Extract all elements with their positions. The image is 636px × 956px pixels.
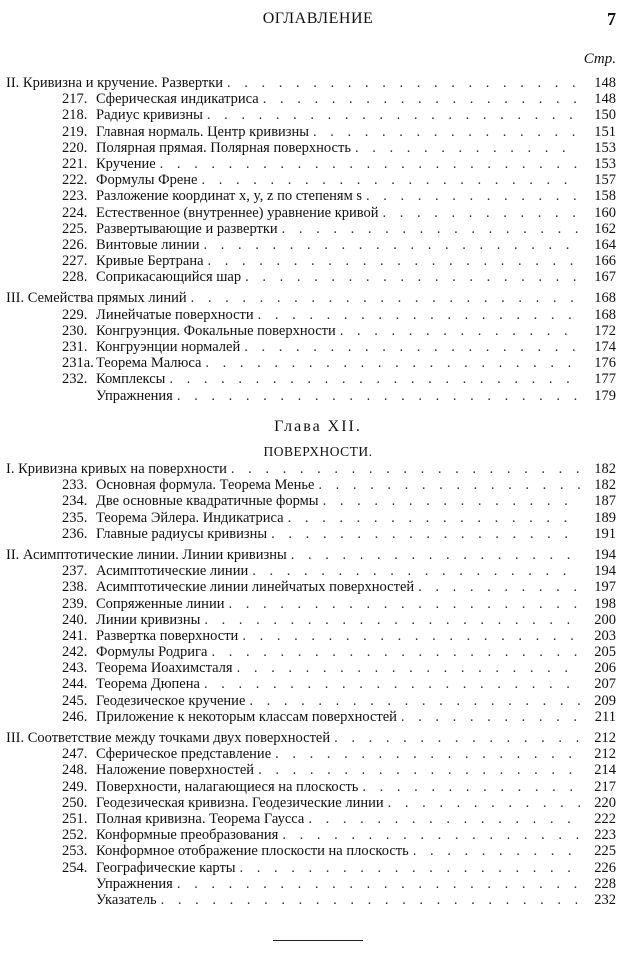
dot-leader (383, 205, 580, 221)
toc-entry-title: Радиус кривизны (96, 107, 203, 124)
page-column-header: Стр. (583, 51, 616, 67)
toc-part-2 (6, 456, 616, 908)
toc-entry-number: 238. (62, 579, 88, 596)
dot-leader (207, 107, 580, 123)
dot-leader (366, 188, 580, 204)
dot-leader (291, 547, 580, 563)
toc-entry (6, 693, 616, 709)
toc-entry-number: 217. (62, 91, 88, 108)
toc-entry-title: Главная нормаль. Центр кривизны (96, 123, 310, 140)
toc-page-number: 226 (594, 859, 616, 876)
dot-leader (313, 124, 580, 140)
dot-leader (275, 746, 580, 762)
toc-section (6, 290, 616, 306)
toc-entry (6, 860, 616, 876)
toc-entry-number: 245. (62, 692, 88, 709)
toc-page-number: 191 (594, 525, 616, 542)
toc-page-number: 157 (594, 172, 616, 189)
toc-entry (6, 269, 616, 285)
toc-page-number: 166 (594, 253, 616, 270)
dot-leader (308, 811, 580, 827)
dot-leader (160, 156, 580, 172)
page-title: ОГЛАВЛЕНИЕ (262, 10, 374, 27)
toc-entry-number: 249. (62, 778, 88, 795)
toc-page-number: 168 (594, 290, 616, 307)
toc-entry-title: Соприкасающийся шар (96, 269, 242, 286)
toc-page-number: 153 (594, 139, 616, 156)
dot-leader (258, 762, 580, 778)
toc-page-number: 148 (594, 75, 616, 91)
dot-leader (263, 91, 580, 107)
toc-entry (6, 579, 616, 595)
toc-entry (6, 596, 616, 612)
toc-section-title: III. Соответствие между точками двух поверхностей (6, 730, 331, 746)
dot-leader (252, 563, 580, 579)
toc-page-number: 164 (594, 236, 616, 253)
toc-entry-title: Упражнения (96, 875, 173, 892)
toc-entry-number: 226. (62, 236, 88, 253)
toc-entry (6, 563, 616, 579)
toc-entry-title: Геодезическое кручение (96, 692, 246, 709)
toc-entry-number: 250. (62, 794, 88, 811)
toc-page-number: 162 (594, 220, 616, 237)
dot-leader (177, 388, 580, 404)
toc-entry-number: 248. (62, 762, 88, 779)
dot-leader (388, 795, 580, 811)
toc-entry-title: Приложение к некоторым классам поверхностей (96, 708, 397, 725)
dot-leader (340, 323, 580, 339)
toc-entry-title: Упражнения (96, 387, 173, 404)
toc-section (6, 547, 616, 563)
dot-leader (282, 221, 580, 237)
dot-leader (191, 290, 580, 306)
toc-entry (6, 107, 616, 123)
toc-entry-number: 223. (62, 188, 88, 205)
toc-entry-number: 247. (62, 746, 88, 763)
toc-entry-number: 242. (62, 644, 88, 661)
toc-entry (6, 510, 616, 526)
toc-entry-number: 225. (62, 220, 88, 237)
toc-entry-title: Асимптотические линии (96, 563, 249, 580)
toc-entry-title: Естественное (внутреннее) уравнение кривой (96, 204, 379, 221)
toc-entry (6, 811, 616, 827)
chapter-subtitle: ПОВЕРХНОСТИ. (263, 444, 373, 459)
dot-leader (242, 628, 580, 644)
toc-entry-number: 227. (62, 253, 88, 270)
dot-leader (204, 612, 580, 628)
toc-entry-title: Полная кривизна. Теорема Гаусса (96, 810, 305, 827)
toc-page-number: 232 (594, 891, 616, 908)
toc-entry-title: Теорема Малюса (96, 355, 202, 372)
toc-page-number: 228 (594, 875, 616, 892)
toc-page-number: 176 (594, 355, 616, 372)
toc-entry (6, 795, 616, 811)
toc-entry (6, 676, 616, 692)
toc-entry-number: 234. (62, 493, 88, 510)
toc-entry-title: Теорема Эйлера. Индикатриса (96, 509, 284, 526)
toc-entry-title: Теорема Дюпена (96, 676, 200, 693)
toc-entry-title: Комплексы (96, 371, 166, 388)
toc-entry-title: Развертывающие и развертки (96, 220, 278, 237)
toc-section (6, 75, 616, 91)
toc-entry (6, 91, 616, 107)
toc-entry (6, 477, 616, 493)
dot-leader (413, 843, 580, 859)
toc-page-number: 211 (594, 708, 616, 725)
toc-entry (6, 746, 616, 762)
page-number: 7 (607, 9, 616, 29)
toc-entry (6, 779, 616, 795)
toc-entry (6, 253, 616, 269)
toc-entry-title: Развертка поверхности (96, 627, 239, 644)
toc-page-number: 150 (594, 107, 616, 124)
toc-section-title: I. Кривизна кривых на поверхности (6, 461, 227, 477)
dot-leader (318, 477, 580, 493)
dot-leader (169, 371, 580, 387)
dot-leader (205, 355, 580, 371)
toc-page-number: 212 (594, 746, 616, 763)
toc-entry-number: 222. (62, 172, 88, 189)
toc-page-number: 177 (594, 371, 616, 388)
dot-leader (227, 75, 580, 91)
dot-leader (362, 779, 580, 795)
toc-page-number: 158 (594, 188, 616, 205)
toc-entry-number: 220. (62, 139, 88, 156)
toc-entry-title: Поверхности, налагающиеся на плоскость (96, 778, 359, 795)
toc-page-number: 148 (594, 91, 616, 108)
toc-entry (6, 526, 616, 542)
toc-page-number: 206 (594, 660, 616, 677)
toc-entry-title: Географические карты (96, 859, 236, 876)
toc-entry-title: Асимптотические линии линейчатых поверхностей (96, 579, 415, 596)
dot-leader (244, 339, 580, 355)
toc-entry (6, 307, 616, 323)
toc-page-number: 222 (594, 810, 616, 827)
toc-page-number: 172 (594, 322, 616, 339)
toc-entry-title: Главные радиусы кривизны (96, 525, 268, 542)
toc-entry-number: 221. (62, 155, 88, 172)
toc-page-number: 209 (594, 692, 616, 709)
toc-entry-title: Формулы Френе (96, 172, 198, 189)
toc-entry-number: 241. (62, 627, 88, 644)
toc-entry (6, 660, 616, 676)
toc-page-number: 197 (594, 579, 616, 596)
dot-leader (282, 827, 580, 843)
footer-rule (273, 940, 363, 941)
toc-entry-title: Сферическое представление (96, 746, 272, 763)
toc-entry (6, 355, 616, 371)
toc-entry (6, 892, 616, 908)
toc-page-number: 203 (594, 627, 616, 644)
toc-entry-title: Геодезическая кривизна. Геодезические линии (96, 794, 384, 811)
toc-entry-title: Кручение (96, 155, 156, 172)
toc-entry-title: Конформные преобразования (96, 827, 279, 844)
toc-entry (6, 339, 616, 355)
toc-entry-title: Полярная прямая. Полярная поверхность (96, 139, 351, 156)
toc-entry-number: 229. (62, 306, 88, 323)
toc-entry-title: Конгруэнция. Фокальные поверхности (96, 322, 336, 339)
toc-entry (6, 388, 616, 404)
toc-page-number: 151 (594, 123, 616, 140)
toc-entry-title: Конформное отображение плоскости на плоскость (96, 843, 409, 860)
dot-leader (418, 579, 580, 595)
toc-section-title: III. Семейства прямых линий (6, 290, 187, 307)
dot-leader (258, 307, 580, 323)
toc-entry-number: 239. (62, 595, 88, 612)
toc-entry-number: 253. (62, 843, 88, 860)
toc-entry-title: Формулы Родрига (96, 644, 208, 661)
toc-entry-number: 231а. (62, 355, 94, 372)
toc-page-number: 214 (594, 762, 616, 779)
dot-leader (204, 237, 580, 253)
toc-entry (6, 237, 616, 253)
toc-entry (6, 876, 616, 892)
toc-entry-title: Указатель (96, 891, 157, 908)
toc-page-number: 189 (594, 509, 616, 526)
toc-page-number: 200 (594, 611, 616, 628)
toc-entry-number: 244. (62, 676, 88, 693)
toc-page-number: 223 (594, 827, 616, 844)
dot-leader (237, 660, 580, 676)
toc-page-number: 225 (594, 843, 616, 860)
toc-page-number: 182 (594, 477, 616, 494)
dot-leader (177, 876, 580, 892)
toc-entry-title: Наложение поверхностей (96, 762, 255, 779)
toc-entry-number: 218. (62, 107, 88, 124)
toc-section (6, 730, 616, 746)
toc-section-title: II. Асимптотические линии. Линии кривизны (6, 546, 287, 563)
page-header (0, 10, 636, 32)
toc-entry-title: Теорема Иоахимсталя (96, 660, 233, 677)
toc-page-number: 153 (594, 155, 616, 172)
toc-entry-number: 224. (62, 204, 88, 221)
toc-entry-title: Сферическая индикатриса (96, 91, 259, 108)
toc-page-number: 198 (594, 595, 616, 612)
toc-entry (6, 612, 616, 628)
dot-leader (208, 253, 580, 269)
toc-page-number: 182 (594, 461, 616, 477)
toc-section (6, 461, 616, 477)
toc-entry (6, 188, 616, 204)
chapter-heading (0, 418, 636, 460)
toc-entry (6, 323, 616, 339)
toc-entry (6, 156, 616, 172)
toc-entry (6, 140, 616, 156)
toc-page-number: 205 (594, 644, 616, 661)
dot-leader (204, 676, 580, 692)
toc-entry-number: 246. (62, 708, 88, 725)
toc-entry (6, 843, 616, 859)
toc-entry-number: 235. (62, 509, 88, 526)
dot-leader (161, 892, 580, 908)
toc-entry-title: Основная формула. Теорема Менье (96, 477, 315, 494)
toc-page-number: 194 (594, 563, 616, 580)
toc-entry (6, 493, 616, 509)
toc-page-number: 212 (594, 730, 616, 746)
toc-entry-number: 232. (62, 371, 88, 388)
toc-entry (6, 827, 616, 843)
toc-entry (6, 371, 616, 387)
dot-leader (334, 730, 580, 746)
toc-page-number: 174 (594, 339, 616, 355)
toc-page-number: 207 (594, 676, 616, 693)
toc-entry-title: Сопряженные линии (96, 595, 225, 612)
toc-entry-number: 251. (62, 810, 88, 827)
toc-page-number: 187 (594, 493, 616, 510)
toc-entry-number: 231. (62, 339, 88, 355)
toc-entry-number: 243. (62, 660, 88, 677)
toc-entry-title: Разложение координат x, y, z по степеням s (96, 188, 363, 205)
toc-entry-number: 230. (62, 322, 88, 339)
toc-entry-number: 252. (62, 827, 88, 844)
toc-entry-title: Две основные квадратичные формы (96, 493, 319, 510)
toc-entry-number: 240. (62, 611, 88, 628)
dot-leader (249, 693, 580, 709)
toc-page-number: 168 (594, 306, 616, 323)
dot-leader (201, 172, 580, 188)
toc-entry (6, 172, 616, 188)
toc-entry (6, 221, 616, 237)
toc-entry-title: Кривые Бертрана (96, 253, 204, 270)
dot-leader (323, 493, 580, 509)
toc-part-1 (6, 70, 616, 404)
toc-entry-number: 237. (62, 563, 88, 580)
toc-section-title: II. Кривизна и кручение. Развертки (6, 75, 224, 91)
dot-leader (355, 140, 580, 156)
toc-entry (6, 205, 616, 221)
toc-page-number: 194 (594, 546, 616, 563)
toc-page-number: 167 (594, 269, 616, 286)
dot-leader (240, 860, 580, 876)
toc-entry-number: 233. (62, 477, 88, 494)
toc-page-number: 179 (594, 387, 616, 404)
toc-entry (6, 644, 616, 660)
toc-entry-title: Линейчатые поверхности (96, 306, 254, 323)
chapter-title: Глава XII. (274, 418, 362, 435)
toc-page-number: 160 (594, 204, 616, 221)
dot-leader (231, 461, 580, 477)
toc-entry (6, 124, 616, 140)
toc-entry (6, 709, 616, 725)
toc-entry-title: Винтовые линии (96, 236, 200, 253)
toc-page-number: 217 (594, 778, 616, 795)
dot-leader (245, 269, 580, 285)
toc-entry (6, 762, 616, 778)
toc-entry-number: 219. (62, 123, 88, 140)
toc-entry-number: 254. (62, 859, 88, 876)
dot-leader (271, 526, 580, 542)
toc-entry (6, 628, 616, 644)
toc-page-number: 220 (594, 794, 616, 811)
toc-entry-title: Линии кривизны (96, 611, 201, 628)
toc-entry-number: 228. (62, 269, 88, 286)
dot-leader (401, 709, 580, 725)
dot-leader (228, 596, 580, 612)
dot-leader (288, 510, 580, 526)
toc-entry-title: Конгруэнции нормалей (96, 339, 241, 355)
toc-entry-number: 236. (62, 525, 88, 542)
dot-leader (211, 644, 580, 660)
